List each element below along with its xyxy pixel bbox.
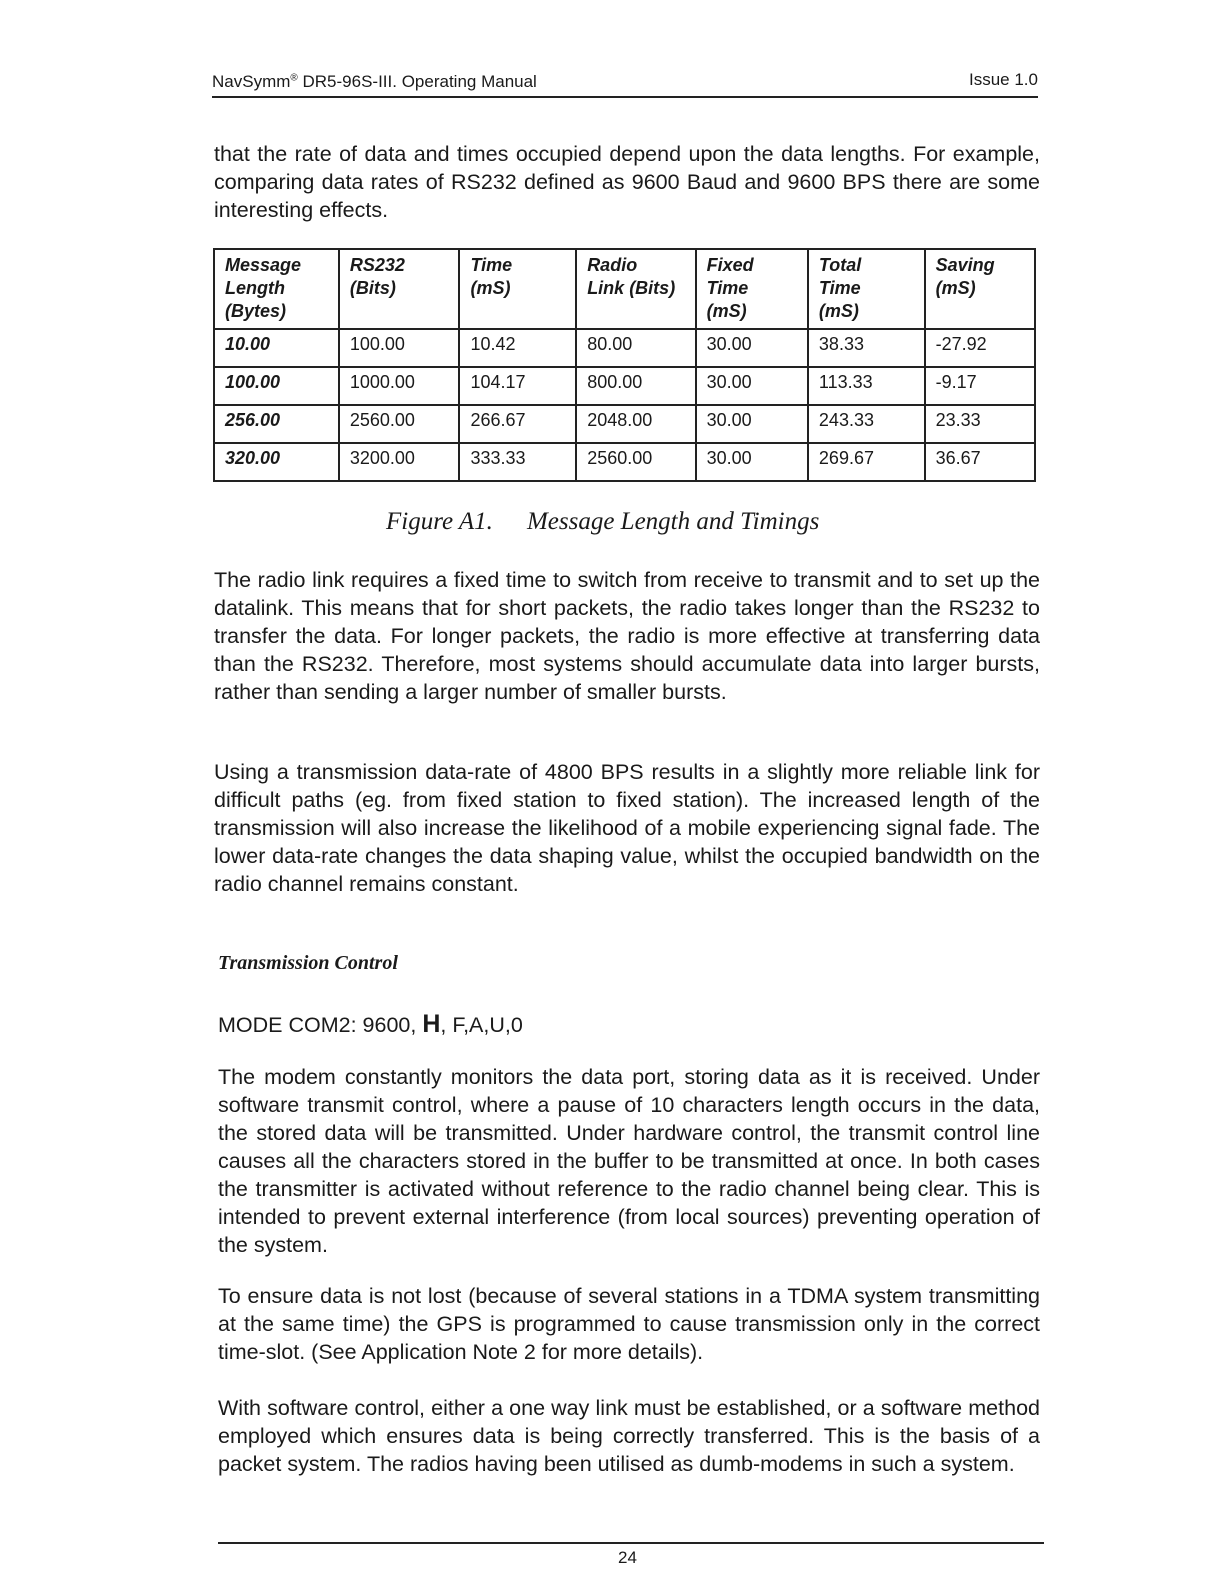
table-cell: 30.00 xyxy=(696,443,808,481)
message-length-cell: 320.00 xyxy=(214,443,339,481)
data-rate-paragraph: Using a transmission data-rate of 4800 BPS results in a slightly more reliable link for difficult paths (eg. from fixed station to fixed station). The increased length of the transmission will also increase the likelihood of a mobile experiencing signal fade. The lower data-rate changes the data shaping value, whilst the occupied bandwidth on the radio channel remains constant. xyxy=(214,760,1040,896)
section-title: Transmission Control xyxy=(218,952,398,974)
table-cell: 2048.00 xyxy=(576,405,695,443)
table-cell: 243.33 xyxy=(808,405,925,443)
table-header-cell xyxy=(808,249,925,329)
header-line: Time xyxy=(470,255,513,275)
header-line: (mS) xyxy=(470,278,511,298)
table-header-cell xyxy=(459,249,576,329)
header-line: Saving xyxy=(935,255,995,275)
table-header-cell xyxy=(696,249,808,329)
software-control-paragraph: With software control, either a one way link must be established, or a software method employed which ensures data is being correctly transferred. This is the basis of a packet system. The radios having been utilised as dumb-modems in such a system. xyxy=(218,1396,1040,1476)
message-length-cell: 100.00 xyxy=(214,367,339,405)
intro-paragraph: that the rate of data and times occupied depend upon the data lengths. For example, comparing data rates of RS232 defined as 9600 Baud and 9600 BPS there are some interesting effects. xyxy=(214,142,1040,222)
table-cell: 266.67 xyxy=(459,405,576,443)
table-cell: 100.00 xyxy=(339,329,460,367)
table-cell: 2560.00 xyxy=(339,405,460,443)
table-cell: 800.00 xyxy=(576,367,695,405)
table-header-cell xyxy=(214,249,339,329)
table-cell: 80.00 xyxy=(576,329,695,367)
table-cell: 113.33 xyxy=(808,367,925,405)
table-row xyxy=(214,329,1035,367)
header-line: (mS) xyxy=(935,278,976,298)
table-row xyxy=(214,405,1035,443)
table-cell: 23.33 xyxy=(925,405,1035,443)
header-line: Time xyxy=(818,278,861,298)
table-cell: -27.92 xyxy=(925,329,1035,367)
header-line: Total xyxy=(818,255,862,275)
message-length-cell: 256.00 xyxy=(214,405,339,443)
header-line: (Bits) xyxy=(349,278,396,298)
table-cell: 38.33 xyxy=(808,329,925,367)
table-header-cell xyxy=(925,249,1035,329)
table-row xyxy=(214,443,1035,481)
header-line: Message xyxy=(225,255,302,275)
header-line: Time xyxy=(706,278,749,298)
figure-label: Figure A1. xyxy=(386,508,493,535)
header-line: (mS) xyxy=(818,301,859,321)
header-title: NavSymm® DR5-96S-III. Operating Manual xyxy=(212,72,537,91)
message-length-cell: 10.00 xyxy=(214,329,339,367)
timings-table xyxy=(213,248,1036,482)
page-number: 24 xyxy=(618,1548,637,1567)
table-cell: 36.67 xyxy=(925,443,1035,481)
header-line: (mS) xyxy=(706,301,747,321)
radio-link-paragraph: The radio link requires a fixed time to switch from receive to transmit and to set up the datalink. This means that for short packets, the radio takes longer than the RS232 to transfer the data. For longer packets, the radio is more effective at transferring data than the RS232. Therefore, most systems should accumulate data into larger bursts, rather than sending a larger number of smaller bursts. xyxy=(214,568,1040,704)
table-cell: 333.33 xyxy=(459,443,576,481)
table-cell: 30.00 xyxy=(696,405,808,443)
header-line: Length xyxy=(225,278,285,298)
header-line: (Bytes) xyxy=(225,301,287,321)
table-cell: 30.00 xyxy=(696,329,808,367)
header-line: RS232 xyxy=(349,255,405,275)
page-header xyxy=(212,68,1038,98)
table-cell: 3200.00 xyxy=(339,443,460,481)
tdma-paragraph: To ensure data is not lost (because of several stations in a TDMA system transmitting at the same time) the GPS is programmed to cause transmission only in the correct time-slot. (See Application Note 2 for more details). xyxy=(218,1284,1040,1364)
footer-divider xyxy=(218,1542,1044,1544)
table-cell: -9.17 xyxy=(925,367,1035,405)
modem-paragraph: The modem constantly monitors the data port, storing data as it is received. Under software transmit control, where a pause of 10 characters length occurs in the data, the stored data will be transmitted. Under hardware control, the transmit control line causes all the characters stored in the buffer to be transmitted at once. In both cases the transmitter is activated without reference to the radio channel being clear. This is intended to prevent external interference (from local sources) preventing operation of the system. xyxy=(218,1065,1040,1257)
figure-title: Message Length and Timings xyxy=(526,508,820,535)
header-issue: Issue 1.0 xyxy=(969,70,1038,89)
table-cell: 2560.00 xyxy=(576,443,695,481)
header-line: Radio xyxy=(587,255,638,275)
table-cell: 269.67 xyxy=(808,443,925,481)
mode-highlight: H xyxy=(422,1010,441,1038)
table-header-row xyxy=(214,249,1035,329)
table-cell: 30.00 xyxy=(696,367,808,405)
table-header-cell xyxy=(576,249,695,329)
table-cell: 1000.00 xyxy=(339,367,460,405)
header-line: Link (Bits) xyxy=(587,278,676,298)
table-row xyxy=(214,367,1035,405)
header-line: Fixed xyxy=(706,255,754,275)
figure-caption xyxy=(386,508,819,536)
table-cell: 10.42 xyxy=(459,329,576,367)
table-header-cell xyxy=(339,249,460,329)
mode-command: MODE COM2: 9600, H, F,A,U,0 xyxy=(218,1010,523,1038)
table-cell: 104.17 xyxy=(459,367,576,405)
